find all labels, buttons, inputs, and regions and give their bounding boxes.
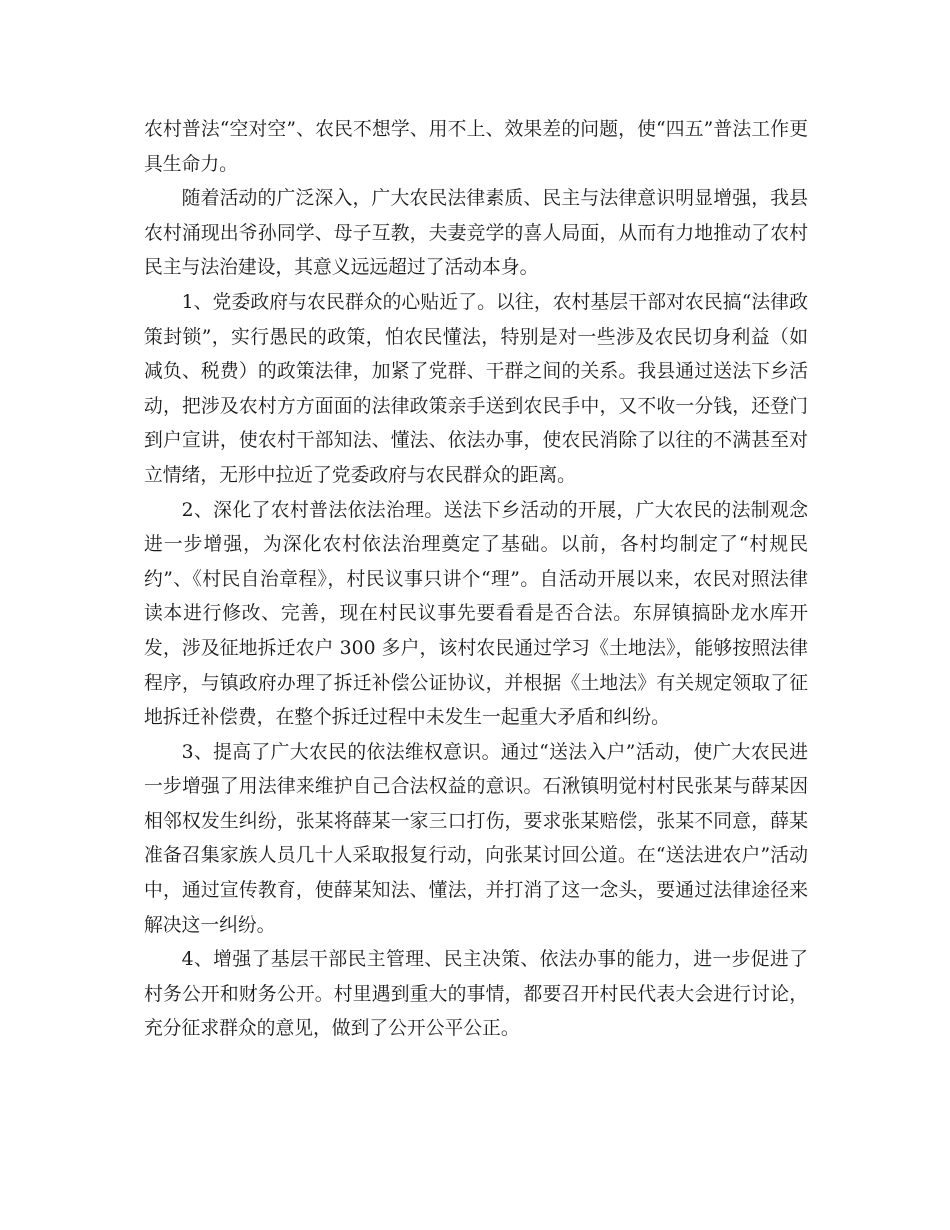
document-body (144, 113, 808, 1047)
paragraph-activity-impact: 随着活动的广泛深入，广大农民法律素质、民主与法律意识明显增强，我县农村涌现出爷孙同学、母子互教，夫妻竞学的喜人局面，从而有力地推动了农村民主与法治建设，其意义远远超过了活动本身。 (144, 188, 808, 279)
paragraph-point-4: 4、增强了基层干部民主管理、民主决策、依法办事的能力，进一步促进了村务公开和财务公开。村里遇到重大的事情，都要召开村民代表大会进行讨论，充分征求群众的意见，做到了公开公平公正。 (144, 949, 808, 1040)
paragraph-point-1: 1、党委政府与农民群众的心贴近了。以往，农村基层干部对农民搞“法律政策封锁”，实行愚民的政策，怕农民懂法，特别是对一些涉及农民切身利益（如减负、税费）的政策法律，加紧了党群、干群之间的关系。我县通过送法下乡活动，把涉及农村方方面面的法律政策亲手送到农民手中，又不收一分钱，还登门到户宣讲，使农村干部知法、懂法、依法办事，使农民消除了以往的不满甚至对立情绪，无形中拉近了党委政府与农民群众的距离。 (144, 291, 808, 486)
paragraph-point-2: 2、深化了农村普法依法治理。送法下乡活动的开展，广大农民的法制观念进一步增强，为深化农村依法治理奠定了基础。以前，各村均制定了“村规民约”、《村民自治章程》，村民议事只讲个“理”。自活动开展以来，农民对照法律读本进行修改、完善，现在村民议事先要看看是否合法。东屏镇搞卧龙水库开发，涉及征地拆迁农户 300 多户，该村农民通过学习《土地法》，能够按照法律程序，与镇政府办理了拆迁补偿公证协议，并根据《土地法》有关规定领取了征地拆迁补偿费，在整个拆迁过程中未发生一起重大矛盾和纠纷。 (144, 499, 808, 729)
paragraph-continuation: 农村普法“空对空”、农民不想学、用不上、效果差的问题，使“四五”普法工作更具生命力。 (144, 119, 808, 175)
paragraph-point-3: 3、提高了广大农民的依法维权意识。通过“送法入户”活动，使广大农民进一步增强了用法律来维护自己合法权益的意识。石湫镇明觉村村民张某与薛某因相邻权发生纠纷，张某将薛某一家三口打伤，要求张某赔偿，张某不同意，薛某准备召集家族人员几十人采取报复行动，向张某讨回公道。在“送法进农户”活动中，通过宣传教育，使薛某知法、懂法，并打消了这一念头，要通过法律途径来解决这一纠纷。 (144, 741, 808, 936)
